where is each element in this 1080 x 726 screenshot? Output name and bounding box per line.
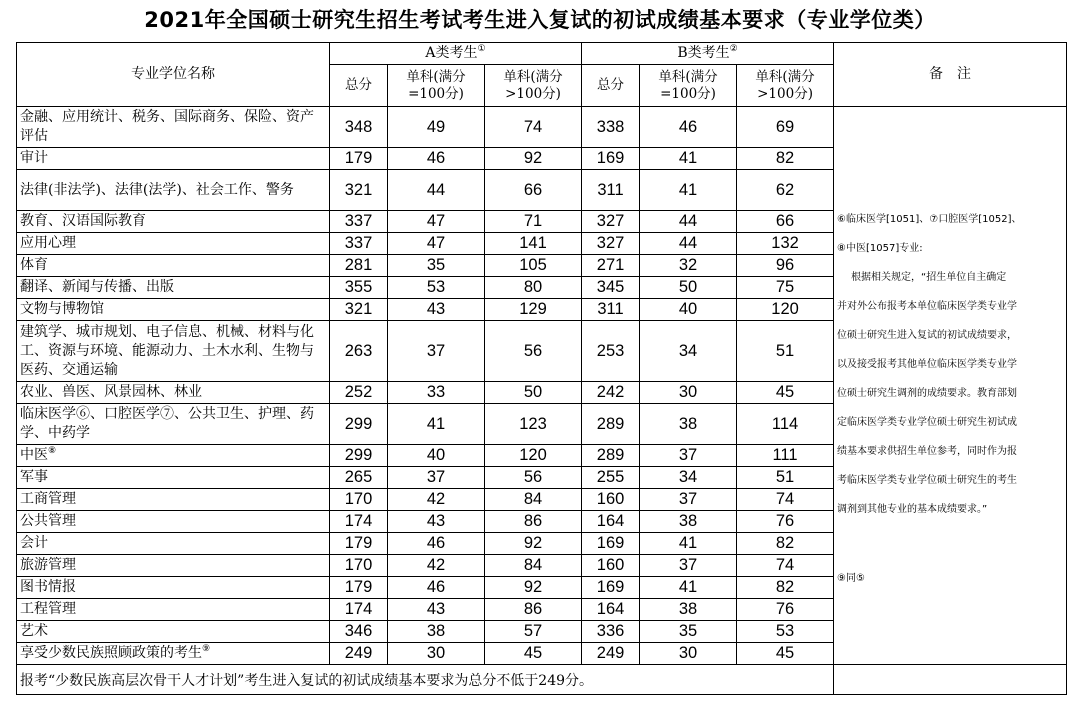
footer-remarks-empty (834, 665, 1067, 695)
header-b-s100-l2: =100分) (660, 85, 716, 102)
remarks-text-line: 位硕士研究生进入复试的初试成绩要求， (837, 329, 1018, 341)
score-a-sgt: 84 (485, 489, 582, 511)
remarks-text-line: ⑥临床医学[1051]、⑦口腔医学[1052]、 (837, 213, 1022, 225)
score-a-sgt: 56 (485, 321, 582, 382)
score-b-s100: 50 (640, 277, 737, 299)
header-a-sgt-l1: 单科(满分 (503, 68, 563, 85)
score-b-total: 169 (582, 148, 640, 170)
remarks-text-line: 绩基本要求供招生单位参考，同时作为报 (837, 445, 1018, 457)
footer-note: 报考“少数民族高层次骨干人才计划”考生进入复试的初试成绩基本要求为总分不低于249分。 (17, 665, 834, 695)
score-a-s100: 42 (388, 555, 485, 577)
score-b-sgt: 51 (737, 321, 834, 382)
score-b-total: 271 (582, 255, 640, 277)
major-name-cell (17, 277, 330, 299)
score-b-s100: 41 (640, 170, 737, 211)
major-name-cell (17, 467, 330, 489)
footnote-mark: ⑧ (48, 446, 57, 456)
score-b-s100: 46 (640, 107, 737, 148)
remarks-text-line: ⑨同⑤ (837, 572, 865, 584)
score-b-s100: 41 (640, 148, 737, 170)
header-major-name: 专业学位名称 (17, 43, 330, 107)
major-name: 艺术 (20, 623, 48, 639)
score-b-total: 289 (582, 445, 640, 467)
score-a-sgt: 56 (485, 467, 582, 489)
score-b-s100: 41 (640, 533, 737, 555)
score-a-total: 321 (330, 299, 388, 321)
major-name-cell (17, 255, 330, 277)
score-b-total: 160 (582, 555, 640, 577)
score-a-s100: 42 (388, 489, 485, 511)
major-name: 临床医学⑥、口腔医学⑦、公共卫生、护理、药学、中药学 (20, 406, 314, 441)
score-b-sgt: 132 (737, 233, 834, 255)
score-b-total: 345 (582, 277, 640, 299)
score-b-sgt: 69 (737, 107, 834, 148)
score-b-total: 311 (582, 170, 640, 211)
score-a-s100: 44 (388, 170, 485, 211)
score-a-total: 348 (330, 107, 388, 148)
score-b-total: 338 (582, 107, 640, 148)
score-a-total: 174 (330, 599, 388, 621)
score-a-s100: 43 (388, 511, 485, 533)
major-name-cell (17, 404, 330, 445)
major-name-cell (17, 533, 330, 555)
score-a-s100: 53 (388, 277, 485, 299)
remarks-spacer (837, 179, 1063, 205)
score-a-s100: 49 (388, 107, 485, 148)
score-a-total: 170 (330, 489, 388, 511)
group-b-label: B类考生 (677, 45, 730, 61)
score-b-sgt: 74 (737, 489, 834, 511)
major-name: 会计 (20, 535, 48, 551)
score-a-s100: 38 (388, 621, 485, 643)
score-a-total: 252 (330, 382, 388, 404)
score-a-total: 179 (330, 533, 388, 555)
table-row (17, 107, 1067, 148)
major-name-cell (17, 382, 330, 404)
score-b-sgt: 66 (737, 211, 834, 233)
score-a-s100: 43 (388, 299, 485, 321)
score-a-total: 355 (330, 277, 388, 299)
score-b-s100: 38 (640, 511, 737, 533)
major-name-cell (17, 299, 330, 321)
score-b-total: 336 (582, 621, 640, 643)
score-a-sgt: 84 (485, 555, 582, 577)
score-a-total: 299 (330, 404, 388, 445)
major-name: 中医 (20, 447, 48, 463)
score-b-total: 169 (582, 577, 640, 599)
header-a-single-over (485, 65, 582, 107)
page-title: 2021年全国硕士研究生招生考试考生进入复试的初试成绩基本要求（专业学位类） (144, 8, 936, 32)
remarks-text-line: 调剂到其他专业的基本成绩要求。” (837, 503, 988, 515)
major-name: 法律(非法学)、法律(法学)、社会工作、警务 (20, 181, 294, 198)
remarks-gap (837, 524, 1063, 564)
score-b-total: 311 (582, 299, 640, 321)
major-name: 旅游管理 (20, 557, 76, 573)
remarks-text-line: 以及接受报考其他单位临床医学类专业学 (837, 358, 1018, 370)
header-row-groups (17, 43, 1067, 65)
major-name: 建筑学、城市规划、电子信息、机械、材料与化工、资源与环境、能源动力、土木水利、生物与医药、交通运输 (20, 323, 314, 378)
major-name: 工程管理 (20, 601, 76, 617)
score-b-s100: 35 (640, 621, 737, 643)
score-b-s100: 32 (640, 255, 737, 277)
major-name-cell (17, 489, 330, 511)
score-b-s100: 34 (640, 321, 737, 382)
footnote-mark: ⑨ (202, 644, 211, 654)
score-b-sgt: 51 (737, 467, 834, 489)
group-a-label: A类考生 (425, 45, 478, 61)
score-a-total: 337 (330, 233, 388, 255)
header-b-sgt-l2: >100分) (757, 85, 813, 102)
score-b-sgt: 74 (737, 555, 834, 577)
score-b-sgt: 82 (737, 533, 834, 555)
major-name: 工商管理 (20, 491, 76, 507)
score-a-s100: 37 (388, 467, 485, 489)
score-b-s100: 30 (640, 643, 737, 665)
major-name-cell (17, 321, 330, 382)
score-a-total: 346 (330, 621, 388, 643)
group-a-mark: ① (477, 44, 486, 54)
score-a-sgt: 92 (485, 533, 582, 555)
score-b-sgt: 111 (737, 445, 834, 467)
score-b-total: 327 (582, 233, 640, 255)
major-name-cell (17, 511, 330, 533)
score-a-s100: 37 (388, 321, 485, 382)
score-a-total: 299 (330, 445, 388, 467)
major-name: 文物与博物馆 (20, 301, 104, 317)
score-a-total: 179 (330, 148, 388, 170)
score-a-sgt: 57 (485, 621, 582, 643)
score-a-sgt: 74 (485, 107, 582, 148)
score-a-total: 337 (330, 211, 388, 233)
score-a-s100: 46 (388, 148, 485, 170)
score-b-sgt: 82 (737, 577, 834, 599)
score-a-sgt: 105 (485, 255, 582, 277)
score-a-sgt: 123 (485, 404, 582, 445)
header-b-single-over (737, 65, 834, 107)
major-name: 教育、汉语国际教育 (20, 213, 146, 229)
score-b-s100: 37 (640, 555, 737, 577)
score-a-sgt: 80 (485, 277, 582, 299)
score-a-total: 170 (330, 555, 388, 577)
score-b-total: 255 (582, 467, 640, 489)
score-a-sgt: 66 (485, 170, 582, 211)
score-b-sgt: 75 (737, 277, 834, 299)
score-table (16, 42, 1067, 695)
score-a-total: 174 (330, 511, 388, 533)
score-b-sgt: 62 (737, 170, 834, 211)
score-b-s100: 40 (640, 299, 737, 321)
remarks-text-line: 位硕士研究生调剂的成绩要求。教育部划 (837, 387, 1018, 399)
score-b-total: 242 (582, 382, 640, 404)
score-b-total: 160 (582, 489, 640, 511)
score-a-s100: 43 (388, 599, 485, 621)
score-b-s100: 38 (640, 599, 737, 621)
remarks-text-line: ⑧中医[1057]专业: (837, 242, 923, 254)
major-name: 体育 (20, 257, 48, 273)
major-name-cell (17, 233, 330, 255)
score-a-sgt: 50 (485, 382, 582, 404)
header-b-total: 总分 (582, 65, 640, 107)
header-a-single-100 (388, 65, 485, 107)
remarks-cell (834, 107, 1067, 665)
score-a-sgt: 92 (485, 577, 582, 599)
score-a-total: 263 (330, 321, 388, 382)
score-a-sgt: 71 (485, 211, 582, 233)
header-remarks: 备 注 (834, 43, 1067, 107)
score-b-total: 327 (582, 211, 640, 233)
remarks-text-line: 定临床医学类专业学位硕士研究生初试成 (837, 416, 1018, 428)
major-name: 公共管理 (20, 513, 76, 529)
score-a-s100: 41 (388, 404, 485, 445)
major-name: 金融、应用统计、税务、国际商务、保险、资产评估 (20, 109, 314, 144)
major-name-cell (17, 643, 330, 665)
major-name: 农业、兽医、风景园林、林业 (20, 384, 202, 400)
score-b-s100: 37 (640, 489, 737, 511)
score-a-sgt: 86 (485, 599, 582, 621)
remarks-text-line: 并对外公布报考本单位临床医学类专业学 (837, 300, 1018, 312)
header-group-a (330, 43, 582, 65)
score-b-s100: 37 (640, 445, 737, 467)
score-b-s100: 44 (640, 233, 737, 255)
score-b-s100: 34 (640, 467, 737, 489)
score-a-sgt: 141 (485, 233, 582, 255)
major-name: 应用心理 (20, 235, 76, 251)
header-group-b (582, 43, 834, 65)
score-a-total: 321 (330, 170, 388, 211)
header-b-s100-l1: 单科(满分 (658, 68, 718, 85)
score-b-total: 164 (582, 511, 640, 533)
score-a-s100: 47 (388, 211, 485, 233)
score-b-s100: 38 (640, 404, 737, 445)
header-a-s100-l2: =100分) (408, 85, 464, 102)
score-a-s100: 46 (388, 533, 485, 555)
remarks-text-line: 根据相关规定，“招生单位自主确定 (851, 271, 1007, 283)
score-b-sgt: 120 (737, 299, 834, 321)
score-b-sgt: 45 (737, 643, 834, 665)
score-b-sgt: 114 (737, 404, 834, 445)
header-a-total: 总分 (330, 65, 388, 107)
major-name-cell (17, 599, 330, 621)
score-a-total: 249 (330, 643, 388, 665)
score-a-total: 265 (330, 467, 388, 489)
score-b-total: 253 (582, 321, 640, 382)
score-b-sgt: 76 (737, 599, 834, 621)
header-b-sgt-l1: 单科(满分 (755, 68, 815, 85)
header-a-s100-l1: 单科(满分 (406, 68, 466, 85)
score-b-s100: 30 (640, 382, 737, 404)
score-b-sgt: 96 (737, 255, 834, 277)
score-a-total: 179 (330, 577, 388, 599)
major-name-cell (17, 577, 330, 599)
score-b-total: 169 (582, 533, 640, 555)
header-b-single-100 (640, 65, 737, 107)
header-a-sgt-l2: >100分) (505, 85, 561, 102)
major-name-cell (17, 555, 330, 577)
score-a-s100: 35 (388, 255, 485, 277)
major-name-cell (17, 107, 330, 148)
score-a-s100: 30 (388, 643, 485, 665)
major-name-cell (17, 211, 330, 233)
score-b-s100: 41 (640, 577, 737, 599)
score-a-sgt: 45 (485, 643, 582, 665)
score-a-s100: 33 (388, 382, 485, 404)
score-a-s100: 40 (388, 445, 485, 467)
major-name: 审计 (20, 150, 48, 166)
score-a-s100: 46 (388, 577, 485, 599)
score-b-total: 289 (582, 404, 640, 445)
score-b-s100: 44 (640, 211, 737, 233)
major-name-cell (17, 445, 330, 467)
score-b-sgt: 45 (737, 382, 834, 404)
score-a-sgt: 92 (485, 148, 582, 170)
score-b-sgt: 82 (737, 148, 834, 170)
major-name: 享受少数民族照顾政策的考生 (20, 645, 202, 661)
major-name-cell (17, 148, 330, 170)
group-b-mark: ② (729, 44, 738, 54)
major-name: 翻译、新闻与传播、出版 (20, 279, 174, 295)
major-name: 军事 (20, 469, 48, 485)
major-name: 图书情报 (20, 579, 76, 595)
score-b-sgt: 53 (737, 621, 834, 643)
major-name-cell (17, 170, 330, 211)
score-a-sgt: 120 (485, 445, 582, 467)
score-a-s100: 47 (388, 233, 485, 255)
score-a-total: 281 (330, 255, 388, 277)
major-name-cell (17, 621, 330, 643)
score-b-total: 164 (582, 599, 640, 621)
remarks-text-line: 考临床医学类专业学位硕士研究生的考生 (837, 474, 1018, 486)
score-b-total: 249 (582, 643, 640, 665)
score-a-sgt: 86 (485, 511, 582, 533)
footer-row (17, 665, 1067, 695)
score-b-sgt: 76 (737, 511, 834, 533)
score-a-sgt: 129 (485, 299, 582, 321)
